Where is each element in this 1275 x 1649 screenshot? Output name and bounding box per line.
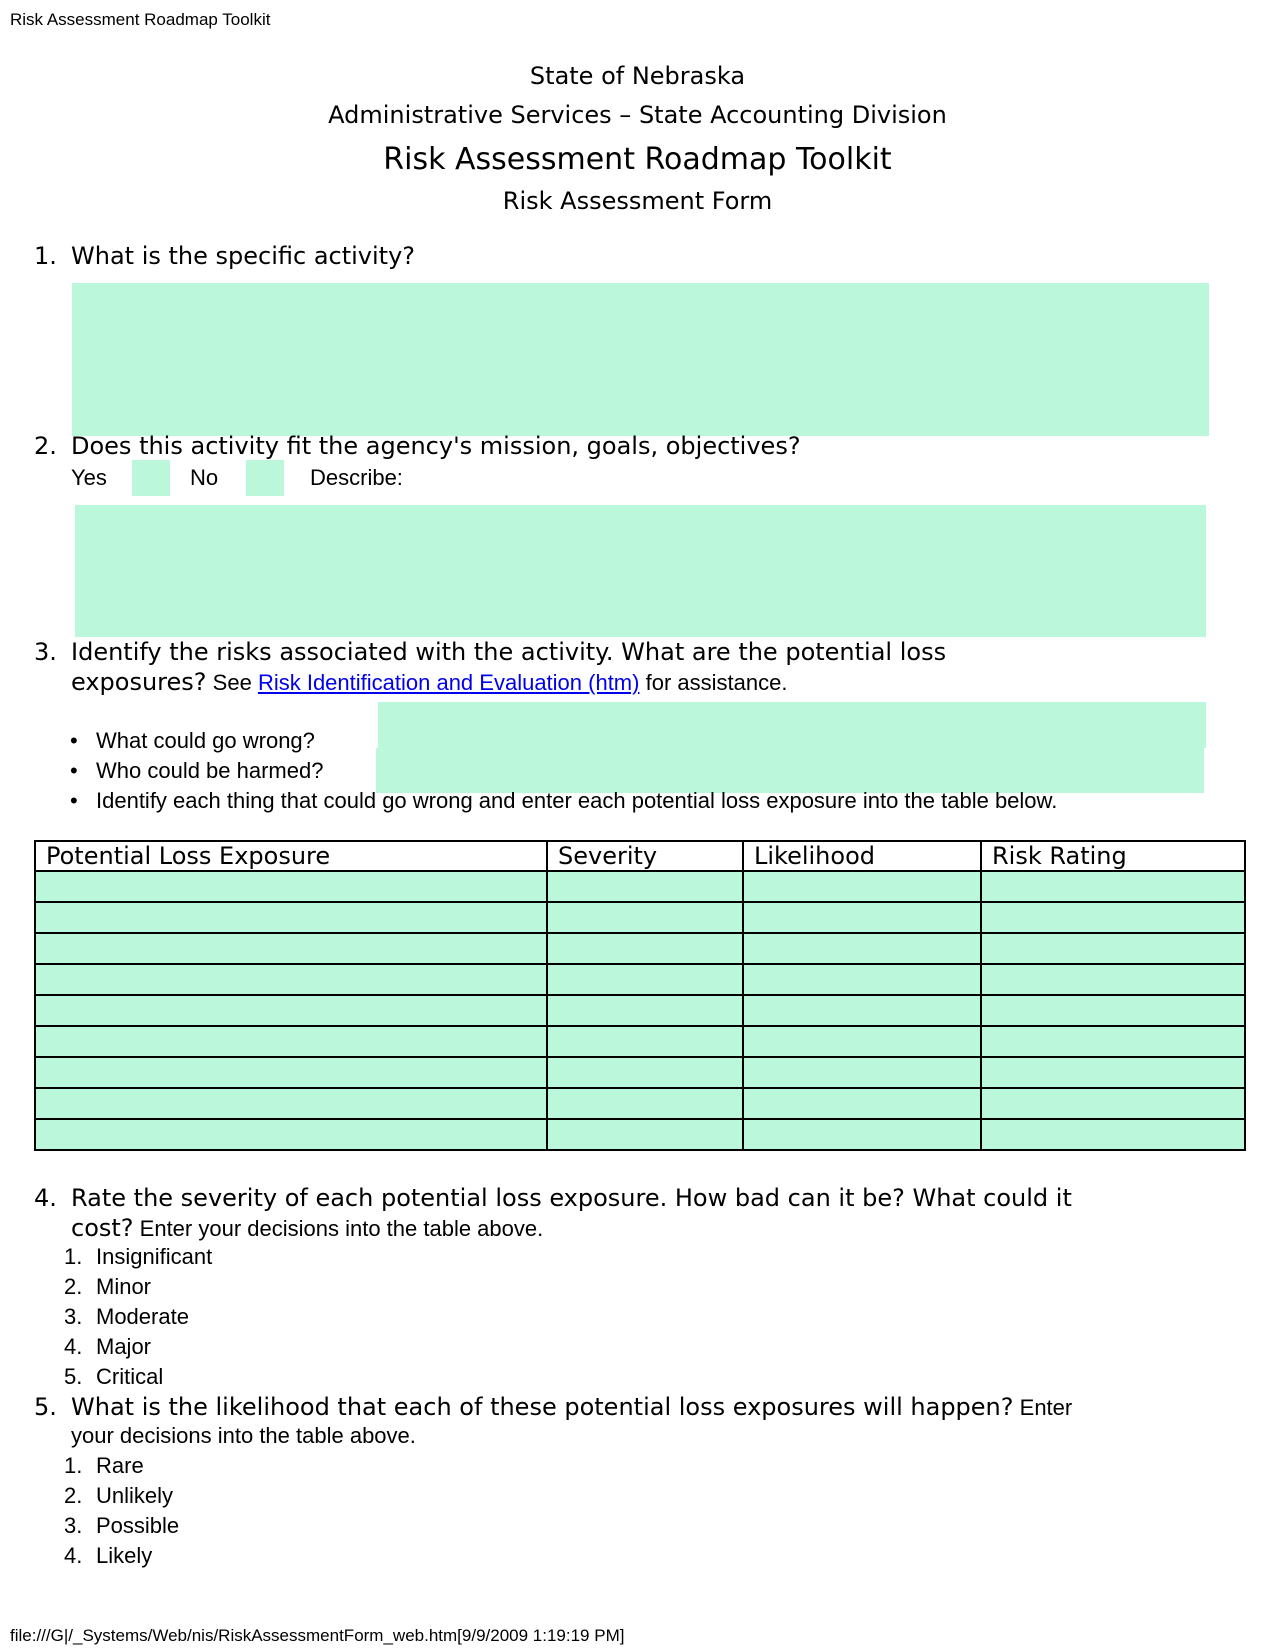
exposure-cell[interactable] [35, 1088, 547, 1119]
rating-cell[interactable] [981, 902, 1245, 933]
loss-exposure-table [34, 840, 1246, 1151]
describe-field[interactable] [75, 505, 1206, 637]
title-division: Administrative Services – State Accounting Division [328, 101, 947, 129]
severity-option-number: 5. [64, 1364, 83, 1389]
likelihood-option-number: 1. [64, 1453, 83, 1478]
header-potential-loss-exposure: Potential Loss Exposure [35, 841, 547, 871]
exposure-cell[interactable] [35, 1119, 547, 1150]
exposure-cell[interactable] [35, 1057, 547, 1088]
severity-option-label: Major [96, 1334, 152, 1359]
bullet-dot-3: • [70, 788, 78, 813]
q4-bold-cost: cost? [71, 1214, 134, 1242]
rating-cell[interactable] [981, 995, 1245, 1026]
likelihood-cell[interactable] [743, 933, 981, 964]
exposure-cell[interactable] [35, 871, 547, 902]
bullet-who-could-be-harmed: Who could be harmed? [96, 758, 324, 783]
likelihood-cell[interactable] [743, 1088, 981, 1119]
likelihood-cell[interactable] [743, 1057, 981, 1088]
table-row [35, 871, 1245, 902]
table-row [35, 1088, 1245, 1119]
likelihood-cell[interactable] [743, 871, 981, 902]
likelihood-cell[interactable] [743, 995, 981, 1026]
likelihood-option-number: 2. [64, 1483, 83, 1508]
header-risk-rating: Risk Rating [981, 841, 1245, 871]
severity-option-label: Moderate [96, 1304, 189, 1329]
bullet-dot-2: • [70, 758, 78, 783]
severity-option-number: 3. [64, 1304, 83, 1329]
severity-cell[interactable] [547, 871, 743, 902]
likelihood-cell[interactable] [743, 1119, 981, 1150]
severity-option-label: Insignificant [96, 1244, 213, 1269]
q3-number: 3. [34, 638, 57, 666]
likelihood-option-number: 4. [64, 1543, 83, 1568]
severity-cell[interactable] [547, 1026, 743, 1057]
severity-cell[interactable] [547, 1088, 743, 1119]
severity-cell[interactable] [547, 902, 743, 933]
q5-enter: Enter [1019, 1395, 1073, 1420]
q5-text-line1 [71, 1393, 1072, 1421]
rating-cell[interactable] [981, 964, 1245, 995]
bullet-what-could-go-wrong: What could go wrong? [96, 728, 315, 753]
likelihood-option-label: Rare [96, 1453, 144, 1478]
severity-option-label: Critical [96, 1364, 164, 1389]
risk-identification-link[interactable]: Risk Identification and Evaluation (htm) [257, 670, 640, 695]
q2-text: Does this activity fit the agency's mission, goals, objectives? [71, 432, 801, 460]
exposure-cell[interactable] [35, 1026, 547, 1057]
likelihood-option-label: Unlikely [96, 1483, 174, 1508]
rating-cell[interactable] [981, 1119, 1245, 1150]
table-row [35, 1057, 1245, 1088]
q1-number: 1. [34, 242, 57, 270]
severity-option-number: 4. [64, 1334, 83, 1359]
bullet-dot-1: • [70, 728, 78, 753]
running-header: Risk Assessment Roadmap Toolkit [10, 10, 271, 29]
likelihood-cell[interactable] [743, 902, 981, 933]
rating-cell[interactable] [981, 933, 1245, 964]
rating-cell[interactable] [981, 871, 1245, 902]
q5-number: 5. [34, 1393, 57, 1421]
exposure-cell[interactable] [35, 933, 547, 964]
q5-text-line2: your decisions into the table above. [71, 1423, 416, 1448]
severity-option-number: 2. [64, 1274, 83, 1299]
severity-cell[interactable] [547, 1057, 743, 1088]
severity-option-number: 1. [64, 1244, 83, 1269]
severity-cell[interactable] [547, 995, 743, 1026]
rating-cell[interactable] [981, 1088, 1245, 1119]
table-row [35, 1119, 1245, 1150]
table-row [35, 902, 1245, 933]
q1-text: What is the specific activity? [71, 242, 416, 270]
yes-label: Yes [71, 465, 107, 490]
table-row [35, 964, 1245, 995]
exposure-cell[interactable] [35, 995, 547, 1026]
exposure-cell[interactable] [35, 964, 547, 995]
q4-text-line2 [71, 1214, 543, 1242]
q3-text-line2 [71, 668, 787, 696]
rating-cell[interactable] [981, 1026, 1245, 1057]
q3-see: See [212, 670, 252, 695]
q5-bold-question: What is the likelihood that each of these potential loss exposures will happen? [71, 1393, 1014, 1421]
severity-cell[interactable] [547, 933, 743, 964]
table-header-row [35, 841, 1245, 871]
q2-number: 2. [34, 432, 57, 460]
q4-number: 4. [34, 1184, 57, 1212]
table-body [35, 871, 1245, 1150]
table-row [35, 995, 1245, 1026]
severity-cell[interactable] [547, 964, 743, 995]
table-row [35, 1026, 1245, 1057]
title-state: State of Nebraska [529, 62, 746, 90]
severity-cell[interactable] [547, 1119, 743, 1150]
q4-text-line1: Rate the severity of each potential loss exposure. How bad can it be? What could it [71, 1184, 1072, 1212]
table-row [35, 933, 1245, 964]
who-could-be-harmed-field[interactable] [376, 748, 1204, 793]
rating-cell[interactable] [981, 1057, 1245, 1088]
no-label: No [190, 465, 219, 490]
describe-label: Describe: [310, 465, 403, 490]
q3-bold-exposures: exposures? [71, 668, 207, 696]
activity-field[interactable] [72, 283, 1209, 436]
yes-field[interactable] [132, 460, 170, 496]
page-subtitle: Risk Assessment Form [502, 187, 773, 215]
header-severity: Severity [547, 841, 743, 871]
footer-file-path: file:///G|/_Systems/Web/nis/RiskAssessmentForm_web.htm[9/9/2009 1:19:19 PM] [10, 1626, 625, 1645]
no-field[interactable] [246, 460, 284, 496]
likelihood-option-label: Likely [96, 1543, 153, 1568]
q4-instructions: Enter your decisions into the table above. [139, 1216, 544, 1241]
page-title: Risk Assessment Roadmap Toolkit [383, 142, 892, 177]
severity-option-label: Minor [96, 1274, 152, 1299]
q3-after-link: for assistance. [645, 670, 788, 695]
likelihood-option-label: Possible [96, 1513, 180, 1538]
header-likelihood: Likelihood [743, 841, 981, 871]
likelihood-cell[interactable] [743, 1026, 981, 1057]
what-could-go-wrong-field[interactable] [378, 702, 1206, 748]
likelihood-option-number: 3. [64, 1513, 83, 1538]
likelihood-cell[interactable] [743, 964, 981, 995]
exposure-cell[interactable] [35, 902, 547, 933]
q3-text-line1: Identify the risks associated with the activity. What are the potential loss [71, 638, 947, 666]
bullet-identify-each: Identify each thing that could go wrong and enter each potential loss exposure into the table below. [96, 788, 1058, 813]
